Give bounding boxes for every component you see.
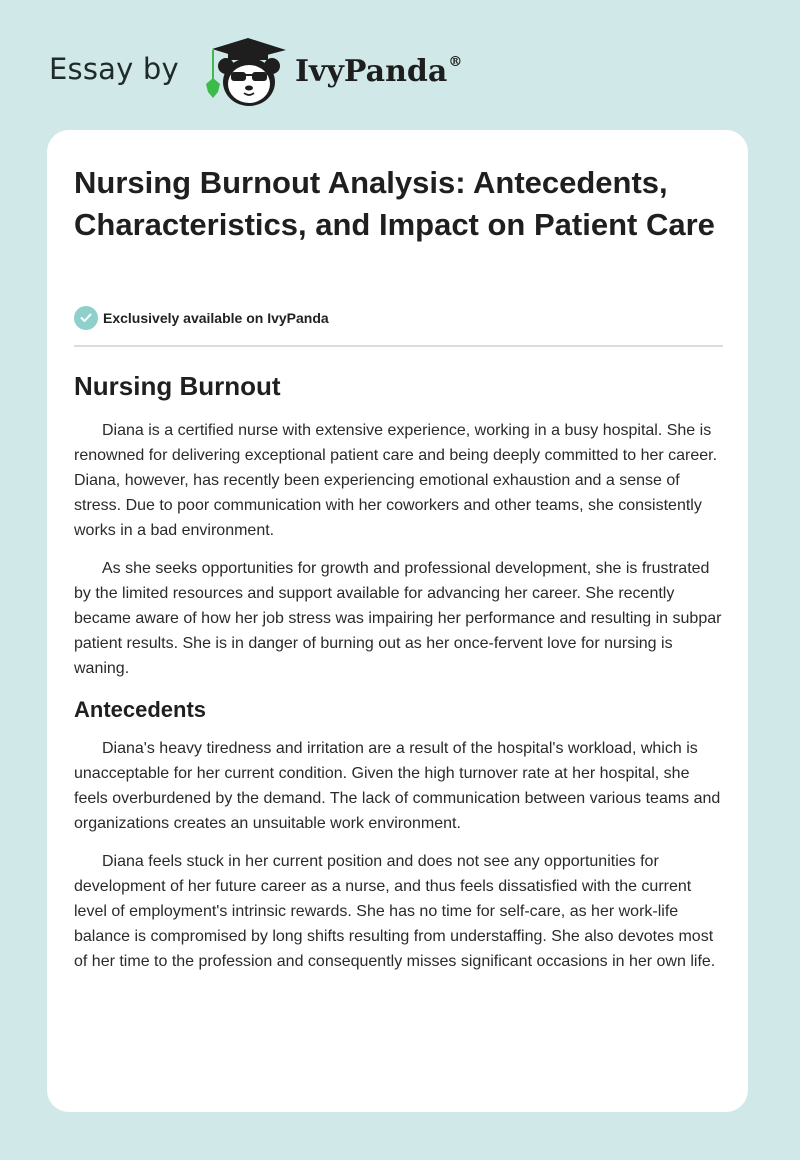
- title-divider: [74, 345, 723, 347]
- paragraph: Diana is a certified nurse with extensive experience, working in a busy hospital. She is renowned for delivering exceptional patient care and being deeply committed to her career. Diana, however, has recently been experiencing emotional exhaustion and a sense of stress. Due to poor communication with her coworkers and other teams, she consistently works in a bad environment.: [74, 422, 718, 539]
- essay-by-label: Essay by: [49, 52, 179, 86]
- paragraph: As she seeks opportunities for growth and professional development, she is frustrated by the limited resources and support available for advancing her career. She recently became aware of how her job stress was impairing her performance and resulting in subpar patient results. She is in danger of burning out as her once-fervent love for nursing is waning.: [74, 560, 722, 677]
- brand-logo-text[interactable]: [295, 54, 462, 89]
- check-circle-icon: [74, 306, 98, 330]
- paragraph: Diana feels stuck in her current position and does not see any opportunities for development of her future career as a nurse, and thus feels dissatisfied with the current level of employment's intrinsic rewards. She has no time for self-care, as her work-life balance is compromised by long shifts resulting from understaffing. She also devotes most of her time to the profession and consequently misses significant occasions in her own life.: [74, 853, 716, 970]
- panda-graduate-icon[interactable]: [202, 36, 294, 108]
- registered-mark: ®: [448, 54, 463, 70]
- section-heading-antecedents: Antecedents: [74, 697, 207, 722]
- brand-name: IvyPanda: [295, 54, 448, 89]
- paragraph: Diana's heavy tiredness and irritation are a result of the hospital's workload, which is unacceptable for her current condition. Given the high turnover rate at her hospital, she feels overburdened by the demand. The lack of communication between various teams and organizations creates an unsuitable work environment.: [74, 740, 721, 832]
- exclusive-label: Exclusively available on IvyPanda: [103, 310, 329, 326]
- essay-card: [47, 130, 748, 1112]
- essay-title: Nursing Burnout Analysis: Antecedents, Characteristics, and Impact on Patient Care: [74, 165, 715, 242]
- site-header: [0, 0, 800, 120]
- essay-body: [74, 366, 726, 987]
- exclusive-badge: [74, 306, 329, 330]
- section-heading-nursing-burnout: Nursing Burnout: [74, 371, 281, 401]
